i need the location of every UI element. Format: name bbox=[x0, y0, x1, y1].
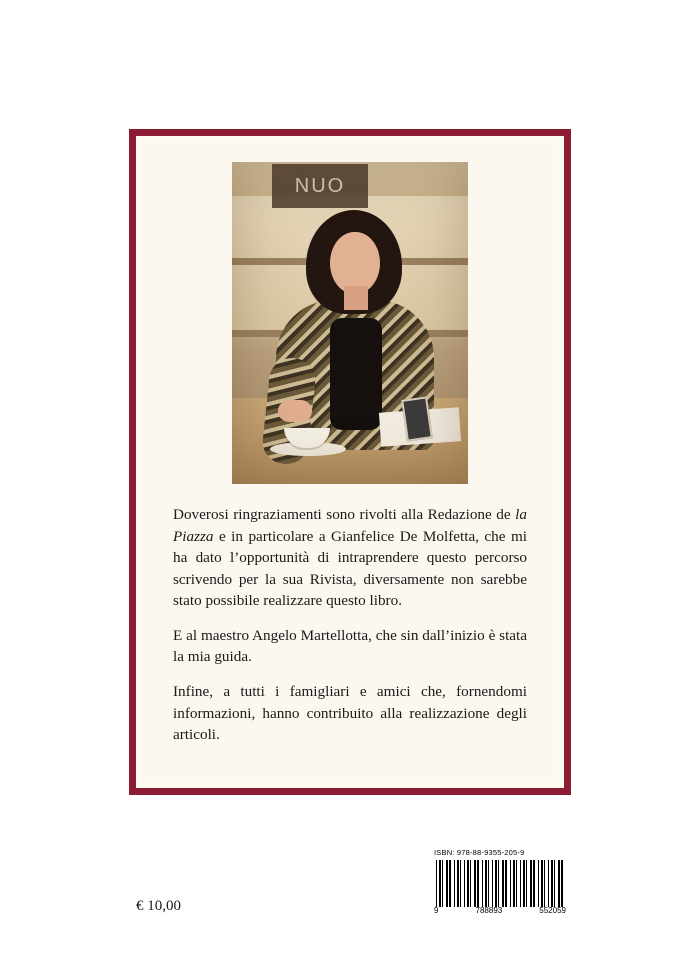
acknowledgements-paragraph-2: E al maestro Angelo Martellotta, che sin dall’inizio è stata la mia guida. bbox=[173, 626, 527, 666]
barcode-image bbox=[432, 860, 568, 914]
author-photo-image bbox=[232, 162, 468, 484]
photo-vignette bbox=[232, 162, 468, 484]
acknowledgements-text bbox=[173, 504, 527, 746]
cover-frame bbox=[129, 129, 571, 795]
barcode-digit-middle: 788893 bbox=[475, 906, 503, 915]
barcode-digit-right: 552059 bbox=[539, 906, 566, 915]
barcode-digits bbox=[432, 906, 568, 915]
price-label: € 10,00 bbox=[136, 898, 181, 914]
magazine-title: la Piazza bbox=[173, 506, 527, 545]
isbn-label: ISBN: 978-88-9355-205-9 bbox=[434, 848, 525, 857]
barcode-digit-left: 9 bbox=[434, 906, 439, 915]
barcode-bars bbox=[436, 860, 564, 907]
acknowledgements-paragraph-1 bbox=[173, 504, 527, 612]
cover-inner-panel bbox=[142, 142, 558, 782]
paragraph-1-part-1: Doverosi ringraziamenti sono rivolti alla Redazione de bbox=[173, 506, 516, 523]
author-photo bbox=[232, 162, 468, 484]
barcode-block bbox=[432, 848, 568, 914]
acknowledgements-paragraph-3: Infine, a tutti i famigliari e amici che, fornendomi informazioni, hanno contribuito alla realizzazione degli articoli. bbox=[173, 683, 527, 744]
paragraph-1-part-2: e in particolare a Gianfelice De Molfetta, che mi ha dato l’opportunità di intraprendere questo percorso scrivendo per la sua Rivista, diversamente non sarebbe stato possibile realizzare questo libro. bbox=[173, 527, 527, 610]
photo-sign: NUO bbox=[272, 164, 368, 208]
